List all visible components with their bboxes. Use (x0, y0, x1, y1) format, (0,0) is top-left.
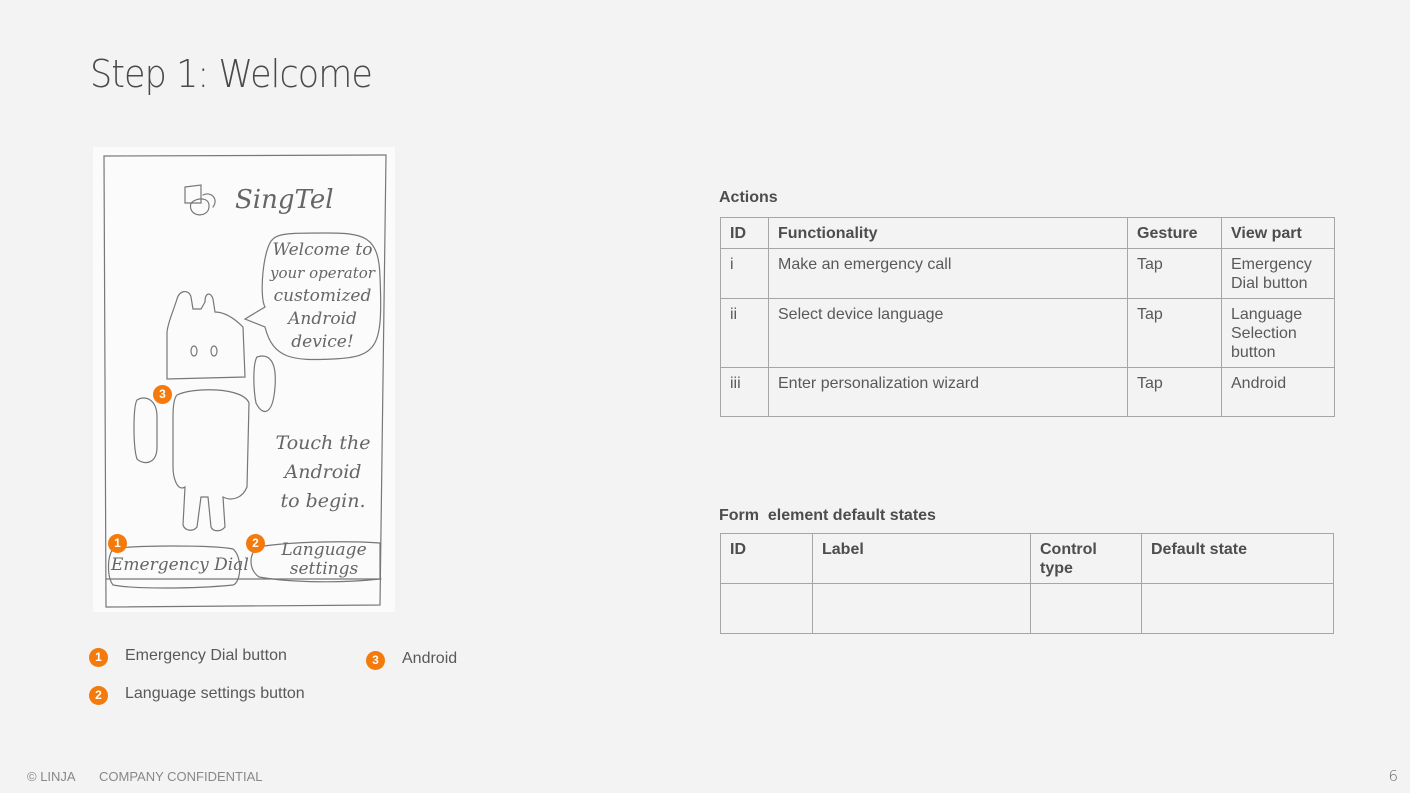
table-row (721, 249, 1335, 299)
footer-confidential: COMPANY CONFIDENTIAL (99, 769, 263, 784)
marker-badge-3: 3 (153, 385, 172, 404)
actions-title: Actions (719, 189, 778, 206)
speech-line: Welcome to (272, 240, 373, 260)
speech-line: your operator (270, 264, 375, 282)
speech-line: device! (291, 332, 354, 352)
legend-badge: 1 (89, 648, 108, 667)
table-header-row (721, 534, 1334, 584)
cell-view-part: Android (1222, 368, 1335, 417)
form-states-table (720, 533, 1334, 634)
language-line: settings (289, 559, 359, 579)
table-header-row (721, 218, 1335, 249)
page-title: Step 1: Welcome (90, 52, 372, 96)
instruction-line: to begin. (280, 490, 366, 512)
speech-line: customized (273, 286, 372, 306)
cell-gesture: Tap (1128, 368, 1222, 417)
cell-functionality: Enter personalization wizard (769, 368, 1128, 417)
cell-id: ii (721, 299, 769, 368)
cell-id (721, 584, 813, 634)
legend-badge: 3 (366, 651, 385, 670)
instruction-line: Touch the (275, 432, 371, 454)
cell-view-part: Emergency Dial button (1222, 249, 1335, 299)
sketch-language-settings-button[interactable] (269, 541, 379, 579)
column-header: Default state (1142, 534, 1334, 584)
column-header: ID (721, 218, 769, 249)
cell-control-type (1031, 584, 1142, 634)
language-line: Language (281, 540, 367, 560)
legend-label: Emergency Dial button (125, 647, 287, 664)
actions-table (720, 217, 1335, 417)
column-header: Gesture (1128, 218, 1222, 249)
cell-id: i (721, 249, 769, 299)
cell-functionality: Make an emergency call (769, 249, 1128, 299)
sketch-logo: SingTel (235, 185, 334, 215)
footer-copyright: © LINJA (27, 769, 76, 784)
table-row (721, 368, 1335, 417)
sketch-emergency-dial-button[interactable]: Emergency Dial (111, 555, 249, 575)
column-header: ID (721, 534, 813, 584)
legend-label: Android (402, 650, 458, 667)
sketch-instruction (273, 429, 373, 516)
table-row (721, 584, 1334, 634)
legend-label: Language settings button (125, 685, 305, 702)
legend-badge: 2 (89, 686, 108, 705)
speech-line: Android (288, 309, 357, 329)
table-row (721, 299, 1335, 368)
wireframe-sketch (93, 147, 395, 612)
cell-default-state (1142, 584, 1334, 634)
cell-label (813, 584, 1031, 634)
form-states-title: Form element default states (719, 507, 936, 524)
marker-badge-1: 1 (108, 534, 127, 553)
marker-badge-2: 2 (246, 534, 265, 553)
cell-view-part: Language Selection button (1222, 299, 1335, 368)
cell-gesture: Tap (1128, 249, 1222, 299)
cell-functionality: Select device language (769, 299, 1128, 368)
column-header: Label (813, 534, 1031, 584)
cell-gesture: Tap (1128, 299, 1222, 368)
cell-id: iii (721, 368, 769, 417)
page-number: 6 (1388, 767, 1398, 785)
column-header: Control type (1031, 534, 1142, 584)
column-header: View part (1222, 218, 1335, 249)
column-header: Functionality (769, 218, 1128, 249)
instruction-line: Android (284, 461, 362, 483)
sketch-speech-bubble (265, 239, 380, 354)
